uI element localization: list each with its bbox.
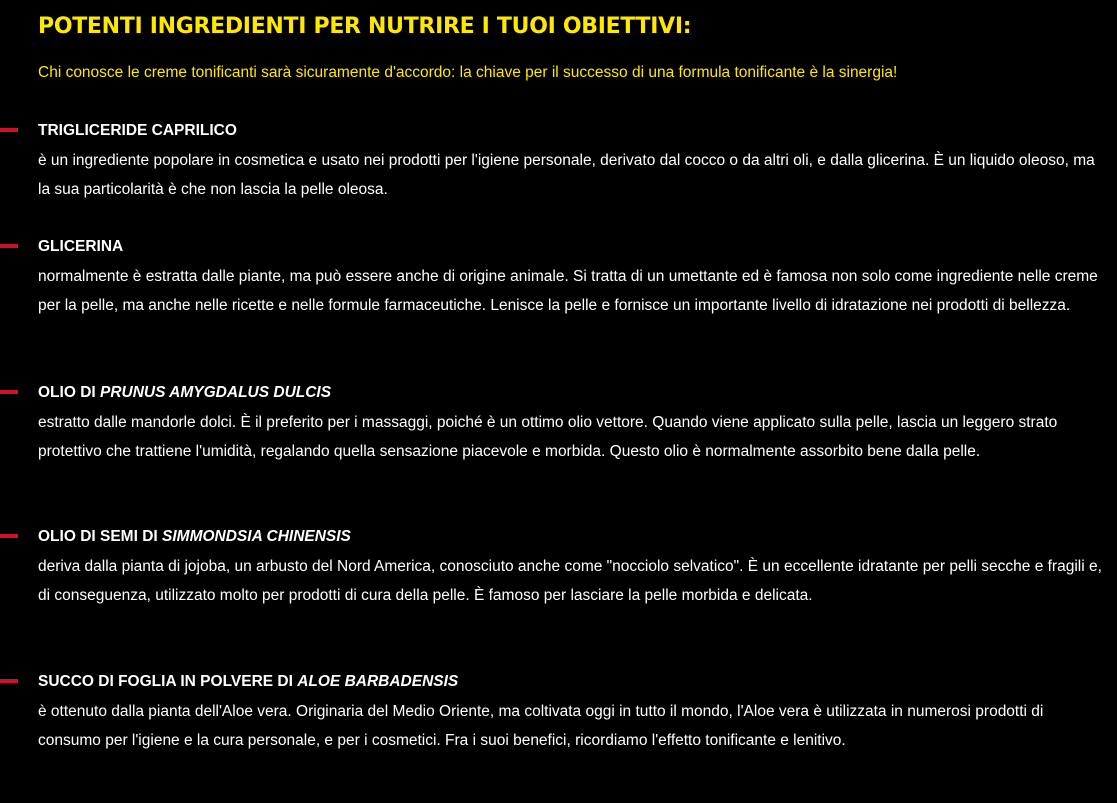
ingredient-item	[38, 526, 1104, 610]
ingredient-description: estratto dalle mandorle dolci. È il preferito per i massaggi, poiché è un ottimo olio vettore. Quando viene applicato sulla pelle, lascia un leggero strato protettivo che trattiene l'umidità, regalando quella sensazione piacevole e morbida. Questo olio è normalmente assorbito bene dalla pelle.	[38, 414, 1058, 460]
ingredient-item	[38, 236, 1104, 320]
ingredient-item	[38, 671, 1104, 755]
ingredient-item	[38, 382, 1104, 466]
ingredient-title: OLIO DI PRUNUS AMYGDALUS DULCIS	[38, 384, 332, 401]
ingredient-description: normalmente è estratta dalle piante, ma può essere anche di origine animale. Si tratta di un umettante ed è famosa non solo come ingrediente nelle creme per la pelle, ma anche nelle ricette e nelle formule farmaceutiche. Lenisce la pelle e fornisce un importante livello di idratazione nei prodotti di bellezza.	[38, 268, 1098, 314]
ingredient-description: deriva dalla pianta di jojoba, un arbusto del Nord America, conosciuto anche come "nocciolo selvatico". È un eccellente idratante per pelli secche e fragili e, di conseguenza, utilizzato molto per prodotti di cura della pelle. È famoso per lasciare la pelle morbida e delicata.	[38, 558, 1102, 604]
red-bullet-marker	[0, 244, 18, 248]
ingredient-item	[38, 120, 1104, 204]
red-bullet-marker	[0, 679, 18, 683]
ingredient-title: SUCCO DI FOGLIA IN POLVERE DI ALOE BARBADENSIS	[38, 673, 459, 690]
ingredient-title: OLIO DI SEMI DI SIMMONDSIA CHINENSIS	[38, 528, 351, 545]
ingredient-description: è ottenuto dalla pianta dell'Aloe vera. Originaria del Medio Oriente, ma coltivata oggi in tutto il mondo, l'Aloe vera è utilizzata in numerosi prodotti di consumo per l'igiene e la cura personale, e per i cosmetici. Fra i suoi benefici, ricordiamo l'effetto tonificante e lenitivo.	[38, 703, 1044, 749]
ingredient-description: è un ingrediente popolare in cosmetica e usato nei prodotti per l'igiene personale, derivato dal cocco o da altri oli, e dalla glicerina. È un liquido oleoso, ma la sua particolarità è che non lascia la pelle oleosa.	[38, 152, 1095, 198]
ingredient-title: GLICERINA	[38, 238, 124, 255]
intro-text: Chi conosce le creme tonificanti sarà sicuramente d'accordo: la chiave per il successo di una formula tonificante è la sinergia!	[38, 64, 898, 81]
ingredient-title: TRIGLICERIDE CAPRILICO	[38, 122, 237, 139]
red-bullet-marker	[0, 390, 18, 394]
section-title: POTENTI INGREDIENTI PER NUTRIRE I TUOI OBIETTIVI:	[38, 14, 692, 39]
red-bullet-marker	[0, 128, 18, 132]
red-bullet-marker	[0, 534, 18, 538]
